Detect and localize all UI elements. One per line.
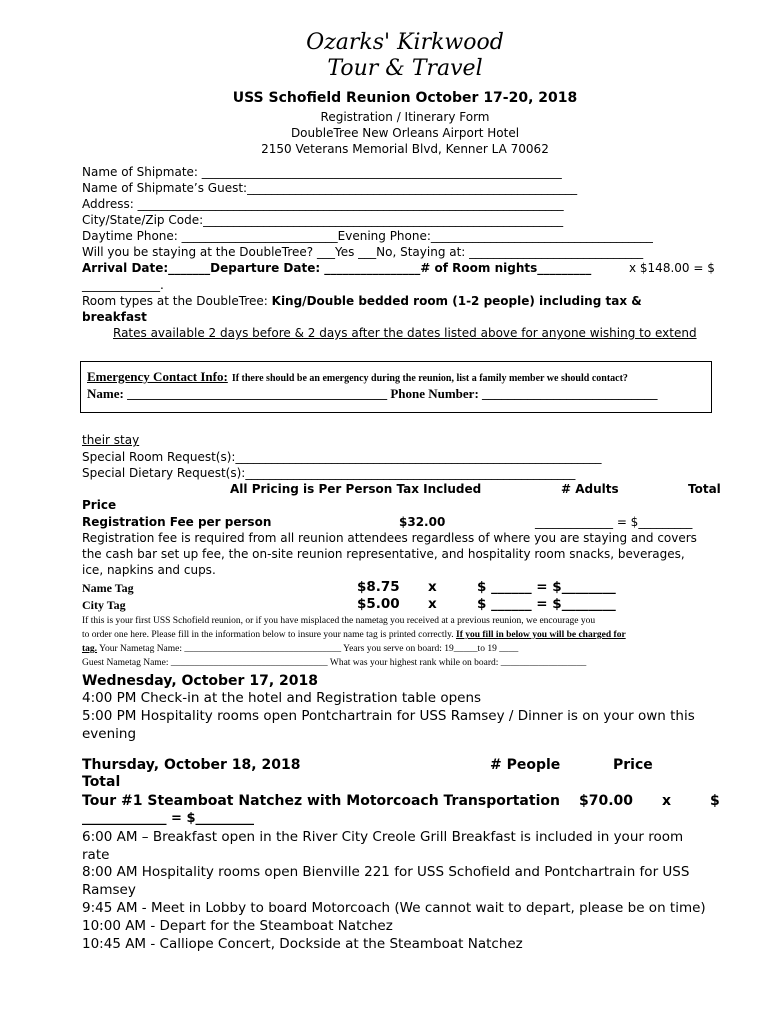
thursday-item-5: 10:45 AM - Calliope Concert, Dockside at the Steamboat Natchez [82,936,523,952]
tour-1-label: Tour #1 Steamboat Natchez with Motorcoach Transportation [82,793,560,809]
thursday-heading: Thursday, October 18, 2018 [82,757,301,773]
their-stay: their stay [82,433,140,447]
hotel-address: 2150 Veterans Memorial Blvd, Kenner LA 70062 [261,142,549,156]
total-header: Total [688,482,721,496]
thursday-item-2b: Ramsey [82,882,136,898]
registration-note-1: Registration fee is required from all reunion attendees regardless of where you are staying and covers [82,531,697,545]
emergency-note: If there should be an emergency during the reunion, list a family member we should contact? [231,373,628,384]
registration-fee-price: $32.00 [399,515,446,529]
tag-note-3a: tag. [82,644,98,654]
room-types [82,294,642,308]
thursday-item-4: 10:00 AM - Depart for the Steamboat Natchez [82,918,393,934]
emergency-label: Emergency Contact Info: [87,369,228,384]
wednesday-item-2b: evening [82,726,137,742]
nametag-name-field[interactable]: Your Nametag Name: _________________________________ Years you serve on board: 19_____to 19 ____ [99,644,519,654]
emergency-header [87,368,628,386]
name-tag-x: x [428,579,437,595]
thursday-people-header: # People [490,757,561,773]
registration-fee-label: Registration Fee per person [82,515,272,529]
city-tag-price: $5.00 [357,596,400,612]
tour-1-price: $70.00 [579,793,634,809]
tag-note-2b: If you fill in below you will be charged for [456,630,626,640]
emergency-name-phone-field[interactable]: Name: ________________________________________ Phone Number: ___________________________ [87,386,658,401]
room-types-value: King/Double bedded room (1-2 people) including tax & [271,294,642,308]
room-types-cont: breakfast [82,310,147,324]
special-room-field[interactable]: Special Room Request(s):_____________________________________________________________ [82,450,602,464]
thursday-item-2: 8:00 AM Hospitality rooms open Bienville 221 for USS Schofield and Pontchartrain for USS [82,864,690,880]
city-tag-blank[interactable]: $ ______ = $________ [477,596,616,612]
emergency-contact-box [80,361,712,413]
tag-note-2a: to order one here. Please fill in the information below to insure your name tag is printed correctly. [82,630,454,640]
address-field[interactable]: Address: _______________________________________________________________________ [82,197,564,211]
name-tag-label: Name Tag [82,581,134,595]
guest-name-field[interactable]: Name of Shipmate’s Guest:_______________________________________________________ [82,181,578,195]
page-title: USS Schofield Reunion October 17-20, 2018 [232,90,578,106]
wednesday-item-2: 5:00 PM Hospitality rooms open Pontchartrain for USS Ramsey / Dinner is on your own this [82,708,695,724]
guest-nametag-field[interactable]: Guest Nametag Name: _________________________________ What was your highest rank while on board: __________________ [82,658,587,668]
adults-header: # Adults [561,482,619,496]
room-total-blank[interactable]: _____________. [82,278,164,292]
special-diet-field[interactable]: Special Dietary Request(s):_______________________________________________________ [82,466,576,480]
room-rate [629,261,715,275]
rates-note: Rates available 2 days before & 2 days after the dates listed above for anyone wishing to extend [113,326,697,340]
room-rate-text: x $148.00 = $ [629,261,715,275]
form-subtitle: Registration / Itinerary Form [320,110,490,124]
thursday-item-1: 6:00 AM – Breakfast open in the River City Creole Grill Breakfast is included in your room [82,829,684,845]
company-logo [0,30,770,82]
city-tag-label: City Tag [82,598,126,612]
city-state-zip-field[interactable]: City/State/Zip Code:____________________________________________________________ [82,213,564,227]
thursday-item-1b: rate [82,847,110,863]
wednesday-item-1: 4:00 PM Check-in at the hotel and Registration table opens [82,690,482,706]
registration-note-2: the cash bar set up fee, the on-site reunion representative, and hospitality room snacks, beverages, [82,547,685,561]
logo-line-1: Ozarks' Kirkwood [306,30,504,55]
tag-note-3 [82,644,518,654]
thursday-total-header: Total [82,774,121,790]
staying-field[interactable]: Will you be staying at the DoubleTree? ___Yes ___No, Staying at: _____________________________ [82,245,644,259]
pricing-header: All Pricing is Per Person Tax Included [230,482,482,496]
thursday-item-3: 9:45 AM - Meet in Lobby to board Motorcoach (We cannot wait to depart, please be on time) [82,900,706,916]
name-tag-price: $8.75 [357,579,400,595]
phone-field[interactable]: Daytime Phone: __________________________Evening Phone:_____________________________________ [82,229,653,243]
tour-1-blank[interactable]: _____________ = $_________ [82,811,254,826]
registration-note-3: ice, napkins and cups. [82,563,216,577]
logo-line-2: Tour & Travel [327,56,483,81]
arrival-departure-field[interactable]: Arrival Date:_______Departure Date: ________________# of Room nights_________ [82,261,592,275]
hotel-name: DoubleTree New Orleans Airport Hotel [290,126,520,140]
thursday-price-header: Price [613,757,653,773]
room-types-label: Room types at the DoubleTree: [82,294,268,308]
tour-1-dollar: $ [710,793,720,809]
city-tag-x: x [428,596,437,612]
registration-fee-blank[interactable]: _____________ = $_________ [535,515,693,529]
name-tag-blank[interactable]: $ ______ = $________ [477,579,616,595]
price-header: Price [82,498,117,512]
tag-note-2 [82,630,626,640]
tag-note-1: If this is your first USS Schofield reunion, or if you have misplaced the nametag you received at a previous reunion, we encourage you [82,616,596,626]
tour-1-x: x [662,793,672,809]
shipmate-name-field[interactable]: Name of Shipmate: ____________________________________________________________ [82,165,562,179]
wednesday-heading: Wednesday, October 17, 2018 [82,673,318,689]
